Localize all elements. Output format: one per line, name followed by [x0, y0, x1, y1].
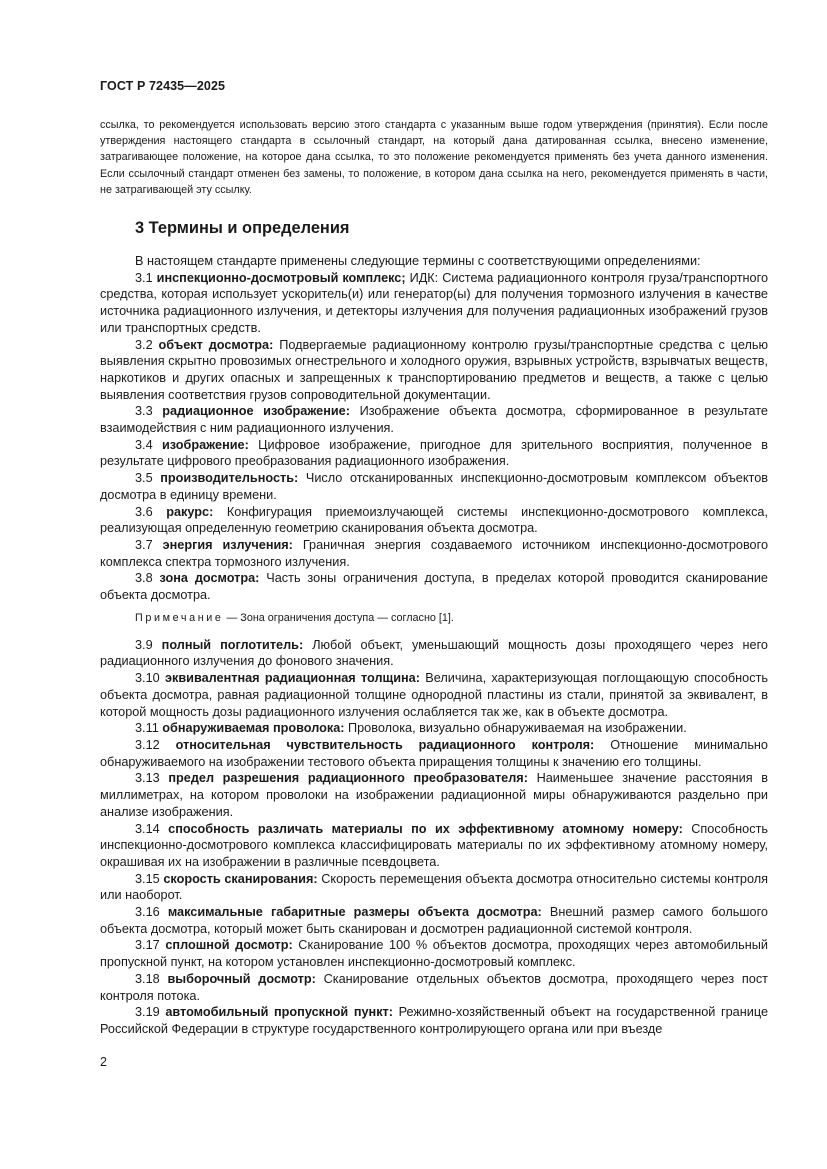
section-title: 3 Термины и определения	[135, 219, 350, 237]
term-number: 3.4	[135, 437, 153, 452]
term-definition: Часть зоны ограничения доступа, в пределах которой проводится сканирование объекта досмотра.	[100, 571, 768, 603]
term-3-6	[100, 504, 768, 537]
note-text: — Зона ограничения доступа — согласно [1].	[223, 611, 454, 624]
term-3-12	[100, 737, 768, 770]
note-label: Примечание	[135, 611, 224, 624]
term-name: предел разрешения радиационного преобразователя:	[168, 771, 528, 786]
term-name: полный поглотитель:	[161, 637, 304, 652]
term-definition: Цифровое изображение, пригодное для зрительного восприятия, полученное в результате цифрового преобразования радиационного изображения.	[100, 437, 768, 469]
term-number: 3.3	[135, 404, 153, 419]
term-definition: Проволока, визуально обнаруживаемая на изображении.	[344, 721, 687, 736]
term-definition: Изображение объекта досмотра, сформированное в результате взаимодействия с ним радиационного излучения.	[100, 404, 768, 436]
term-name: эквивалентная радиационная толщина:	[164, 671, 420, 686]
term-number: 3.12	[135, 737, 160, 752]
term-definition: Способность инспекционно-досмотрового комплекса классифицировать материалы по их эффективному атомному номеру, окрашивая их на изображении в различные псевдоцвета.	[100, 821, 768, 869]
term-name: инспекционно-досмотровый комплекс;	[156, 270, 406, 285]
term-3-18	[100, 971, 768, 1004]
term-definition: ИДК: Система радиационного контроля груза/транспортного средства, которая использует ускоритель(и) или генератор(ы) для получения тормозного излучения в качестве источника радиационного излучения, и детекторы излучения для получения радиационных изображений грузов или транспортных средств.	[100, 270, 769, 335]
term-name: радиационное изображение:	[162, 404, 350, 419]
term-3-5	[100, 470, 768, 503]
term-3-16	[100, 904, 768, 937]
term-number: 3.1	[135, 270, 153, 285]
term-number: 3.17	[135, 938, 160, 953]
term-name: способность различать материалы по их эффективному атомному номеру:	[168, 821, 683, 836]
term-name: энергия излучения:	[162, 537, 293, 552]
term-3-10	[100, 670, 768, 720]
term-number: 3.19	[135, 1005, 160, 1020]
term-3-14	[100, 821, 768, 871]
term-name: объект досмотра:	[158, 337, 274, 352]
term-number: 3.15	[135, 871, 160, 886]
intro-text	[100, 117, 768, 198]
term-definition: Конфигурация приемоизлучающей системы инспекционно-досмотрового комплекса, реализующая определенную геометрию сканирования объекта досмотра.	[100, 504, 768, 536]
term-number: 3.10	[135, 671, 160, 686]
term-definition: Граничная энергия создаваемого источником инспекционно-досмотрового комплекса спектра тормозного излучения.	[100, 537, 768, 569]
term-definition: Наименьшее значение расстояния в миллиметрах, на котором проволоки на изображении радиационной миры обнаруживаются раздельно при анализе изображения.	[100, 771, 769, 819]
page-number: 2	[100, 1055, 107, 1069]
term-name: обнаруживаемая проволока:	[162, 721, 345, 736]
term-definition: Скорость перемещения объекта досмотра относительно системы контроля или наоборот.	[100, 871, 769, 903]
term-number: 3.7	[135, 537, 153, 552]
term-number: 3.6	[135, 504, 153, 519]
term-number: 3.5	[135, 471, 153, 486]
term-definition: Подвергаемые радиационному контролю грузы/транспортные средства с целью выявления скрытно провозимых огнестрельного и холодного оружия, взрывных устройств, взрывчатых веществ, наркотиков и других опасных и запрещенных к транспортированию предметов и веществ, а также с целью выявления соответствия грузов сопроводительной документации.	[100, 337, 768, 402]
term-name: выборочный досмотр:	[167, 971, 316, 986]
term-definition: Число отсканированных инспекционно-досмотровым комплексом объектов досмотра в единицу времени.	[100, 471, 769, 502]
lead-paragraph: В настоящем стандарте применены следующие термины с соответствующими определениями:	[135, 254, 701, 268]
term-3-7	[100, 537, 768, 570]
term-3-19	[100, 1004, 768, 1037]
term-number: 3.16	[135, 905, 160, 920]
term-number: 3.14	[135, 821, 160, 836]
intro-paragraph: ссылка, то рекомендуется использовать версию этого стандарта с указанным выше годом утверждения (принятия). Если после утверждения настоящего стандарта в ссылочный стандарт, на который дана датированная ссылка, внесено изменение, затрагивающее положение, на которое дана ссылка, то это положение рекомендуется применять без учета данного изменения. Если ссылочный стандарт отменен без замены, то положение, в котором дана ссылка на него, рекомендуется применять в части, не затрагивающей эту ссылку.	[100, 119, 768, 196]
term-number: 3.2	[135, 337, 153, 352]
term-name: изображение:	[162, 437, 249, 452]
term-name: зона досмотра:	[159, 571, 260, 586]
term-definition: Любой объект, уменьшающий мощность дозы проходящего через него радиационного излучения до фонового значения.	[100, 637, 768, 669]
term-3-9	[100, 637, 768, 670]
document-header: ГОСТ Р 72435—2025	[100, 79, 226, 93]
term-name: скорость сканирования:	[163, 871, 318, 886]
term-name: сплошной досмотр:	[165, 938, 293, 953]
term-name: относительная чувствительность радиационного контроля:	[175, 737, 595, 752]
term-3-3	[100, 403, 768, 436]
term-number: 3.11	[135, 721, 159, 736]
term-number: 3.18	[135, 971, 160, 986]
term-name: автомобильный пропускной пункт:	[165, 1005, 393, 1020]
term-name: максимальные габаритные размеры объекта досмотра:	[167, 905, 542, 920]
term-3-15	[100, 871, 768, 904]
term-name: производительность:	[160, 471, 299, 486]
term-3-8	[100, 570, 768, 603]
term-3-2	[100, 337, 768, 404]
note	[100, 611, 768, 625]
term-3-11	[100, 720, 768, 737]
term-3-17	[100, 937, 768, 970]
term-definition: Величина, характеризующая поглощающую способность объекта досмотра, равная радиационной толщине однородной пластины из стали, принятой за эквивалент, в которой мощность дозы радиационного излучения ослабляется так же, как в объекте досмотра.	[100, 671, 768, 719]
term-definition: Режимно-хозяйственный объект на государственной границе Российской Федерации в структуре государственного контролирующего органа или при въезде	[100, 1005, 768, 1036]
term-name: ракурс:	[166, 504, 214, 519]
term-number: 3.13	[135, 771, 160, 786]
term-definition: Сканирование 100 % объектов досмотра, проходящих через автомобильный пропускной пункт, на котором установлен инспекционно-досмотровый комплекс.	[100, 938, 768, 970]
term-definition: Внешний размер самого большого объекта досмотра, который может быть сканирован и досмотрен радиационной системой контроля.	[100, 905, 768, 936]
term-definition: Сканирование отдельных объектов досмотра, проходящего через пост контроля потока.	[100, 971, 768, 1003]
term-number: 3.8	[135, 571, 153, 586]
section-body	[100, 253, 768, 1038]
term-definition: Отношение минимально обнаруживаемого на изображении тестового объекта приращения толщины к значению его толщины.	[100, 737, 768, 769]
term-3-13	[100, 770, 768, 820]
term-3-1	[100, 270, 768, 337]
term-number: 3.9	[135, 637, 153, 652]
term-3-4	[100, 437, 768, 470]
